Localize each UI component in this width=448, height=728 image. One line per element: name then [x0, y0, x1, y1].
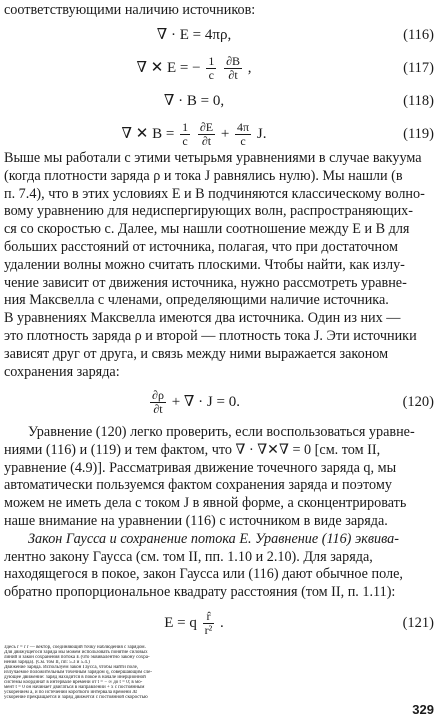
- maxwell-equations: [0, 22, 448, 154]
- text-line: ускорение прекращается и заряд движется с постоянной скоростью: [4, 695, 148, 700]
- text-line: автоматически пользуемся фактом сохранения заряда и поэтому: [4, 477, 392, 494]
- text-line: Для движущегося заряда мы можем использовать понятие силовых: [4, 650, 148, 655]
- text-line: ускорением a, и по истечении короткого интервала времени Δt: [4, 690, 137, 695]
- text-line: Движение заряда. Используем закон Гаусса, чтобы найти поле,: [4, 665, 139, 670]
- text-line: дующее движение: заряд находится в покое в начале инерционной: [4, 675, 146, 680]
- text-line: вому уравнению для недиспергирующих волн, распространяющих-: [4, 203, 413, 220]
- text-line: это плотность заряда ρ и второй — плотность тока J. Эти источники: [4, 327, 417, 344]
- text-line: уравнение (4.9)]. Рассматривая движение точечного заряда q, мы: [4, 459, 397, 476]
- text-line: мент t = 0 он начинает двигаться в направлении + x с постоянным: [4, 685, 145, 690]
- equation-121: E = q $\frac{r̂}{\text{r²}}$ . (121): [164, 609, 434, 638]
- text-line: наше внимание на уравнении (116) с источником в виде заряда.: [4, 512, 388, 529]
- paragraph: [0, 645, 448, 700]
- paragraph: [0, 150, 448, 381]
- text-line: можем не иметь дела с током J в явной форме, а сконцентрировать: [4, 495, 407, 512]
- text-line: излучаемое положительным точечным зарядом q, совершающим сле-: [4, 670, 153, 675]
- text-line: В уравнениях Максвелла имеются два источника. Один из них —: [4, 310, 401, 327]
- text-line: чение зависит от движения источника, нужно рассмотреть уравне-: [4, 274, 407, 291]
- text-line: системы координат в интервале времени от t = − ∞ до t = 0; в мо-: [4, 680, 143, 685]
- text-line: сохранения заряда:: [4, 363, 120, 380]
- text-line: (когда плотности заряда ρ и тока J равнялись нулю). Мы нашли (в: [4, 167, 403, 184]
- text-line: соответствующими наличию источников:: [4, 2, 256, 18]
- text-line: лентно закону Гаусса (см. том II, пп. 1.10 и 2.10). Для заряда,: [4, 548, 373, 565]
- text-line: зависят друг от друга, и связь между ними выражается законом: [4, 345, 389, 362]
- text-line: линий и закон сохранения потока E (что эквивалентно закону сохра-: [4, 655, 150, 660]
- text-line: Уравнение (120) легко проверить, если воспользоваться уравне-: [28, 424, 415, 440]
- equation-116: ∇ · E = 4πρ, (116): [156, 27, 434, 43]
- text-line: больших расстояний от источника, полагая, что при достаточном: [4, 238, 398, 255]
- text-line: п. 7.4), что в этих условиях E и B подчиняются классическому волно-: [4, 185, 425, 202]
- text-line: удалении волны можно считать плоскими. Чтобы найти, как излу-: [4, 256, 405, 273]
- text-line: обратно пропорциональное квадрату расстояния (том II, п. 1.11):: [4, 584, 396, 601]
- text-line: Выше мы работали с этими четырьмя уравнениями в случае вакуума: [4, 150, 422, 166]
- text-line: ниями (116) и (119) и тем фактом, что ∇ · ∇✕∇ = 0 [см. том II,: [4, 441, 381, 458]
- page-number: 329: [412, 702, 434, 717]
- paragraph: [0, 424, 448, 602]
- text-line: Закон Гаусса и сохранение потока E. Уравнение (116) эквива-: [28, 530, 399, 547]
- equation-117: ∇ ✕ E = − $\frac{1}{c}$ $\frac{\partial B}{\partial t}$ , (117): [136, 54, 434, 83]
- text-line: нения заряда). (См. том II, пп: 5.3 и 5.4.): [4, 660, 90, 665]
- equation-120: $\frac{\partial\rho}{\partial t}$ + ∇ · J = 0. (120): [152, 388, 434, 417]
- text-line: ния Максвелла с членами, определяющими наличие источника.: [4, 292, 389, 309]
- equation-118: ∇ · B = 0, (118): [163, 93, 434, 109]
- text-line: Здесь r = r r̂ — вектор, соединяющий точку наблюдения с зарядом.: [4, 645, 146, 650]
- text-line: находящегося в покое, закон Гаусса или (116) дают обычное поле,: [4, 566, 403, 583]
- text-line: ся со скоростью c. Далее, мы нашли соотношение между E и B для: [4, 221, 410, 238]
- equation-119: ∇ ✕ B = $\frac{1}{c}$ $\frac{\partial E}{\partial t}$ + $\frac{4\pi}{c}$ J. (119): [121, 120, 434, 149]
